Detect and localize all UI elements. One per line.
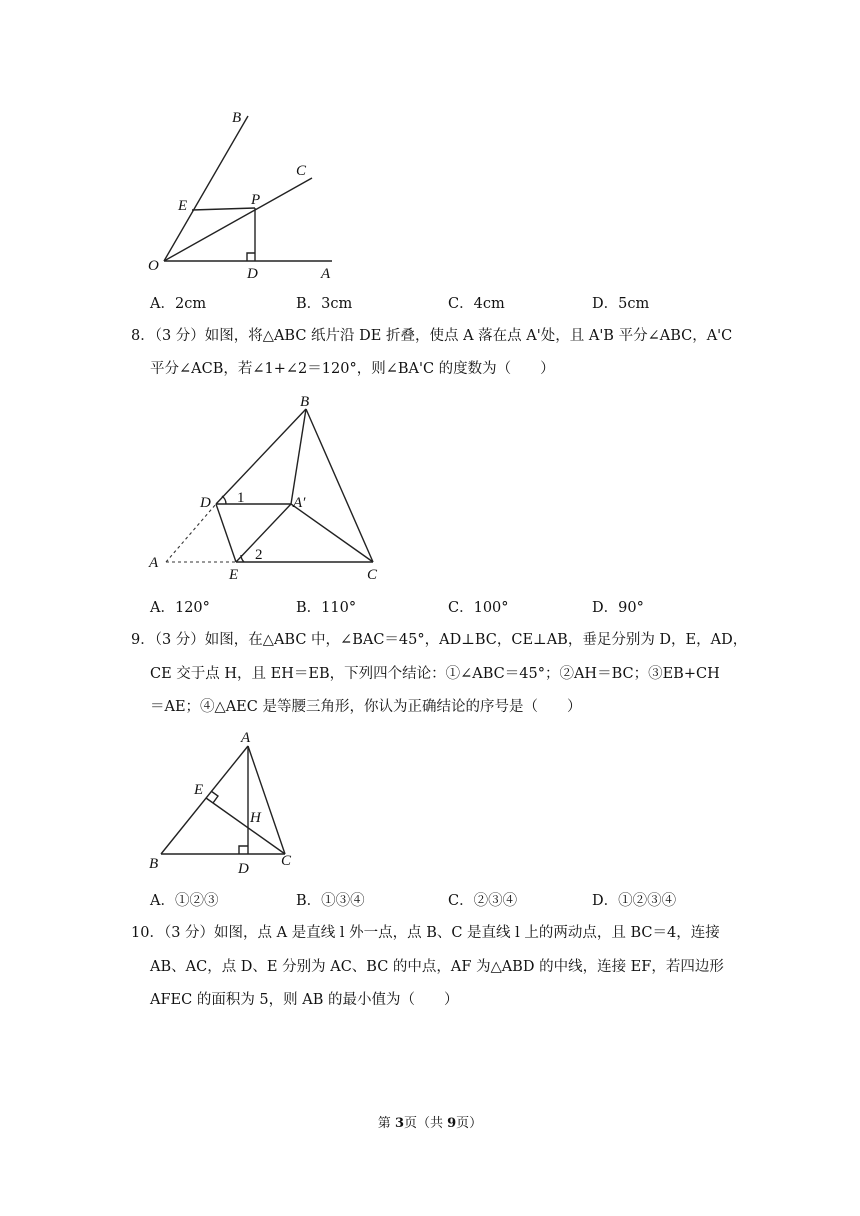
page-footer (0, 1112, 860, 1131)
option-d[interactable]: D．5cm (592, 296, 650, 312)
label-A: A (241, 730, 251, 746)
label-H: H (250, 810, 261, 826)
label-A-prime: A′ (293, 495, 306, 511)
option-a[interactable]: A．①②③ (150, 893, 219, 909)
footer-page-number: 3 (394, 1116, 404, 1131)
option-b[interactable]: B．110° (296, 600, 357, 616)
option-a[interactable]: A．2cm (150, 296, 207, 312)
option-a[interactable]: A．120° (150, 600, 210, 616)
footer-suffix: 页） (456, 1116, 483, 1131)
q9-options (150, 889, 750, 909)
option-c[interactable]: C．100° (448, 600, 509, 616)
label-C: C (296, 163, 307, 179)
footer-prefix: 第 (377, 1116, 395, 1131)
q7-figure (140, 108, 350, 283)
label-C: C (281, 853, 292, 869)
q10-stem-line-2: AB、AC，点 D、E 分别为 AC、BC 的中点，AF 为△ABD 的中线，连接 EF，若四边形 (150, 959, 724, 975)
footer-total-pages: 9 (447, 1116, 457, 1131)
q10-stem-line-3: AFEC 的面积为 5，则 AB 的最小值为（ ） (150, 992, 459, 1008)
label-E: E (229, 567, 239, 583)
q8-stem-line-2: 平分∠ACB，若∠1+∠2＝120°，则∠BA'C 的度数为（ ） (150, 361, 555, 377)
option-d[interactable]: D．①②③④ (592, 893, 677, 909)
q8-figure (145, 392, 395, 582)
option-b[interactable]: B．①③④ (296, 893, 365, 909)
option-c[interactable]: C．②③④ (448, 893, 518, 909)
label-D: D (200, 495, 211, 511)
option-b[interactable]: B．3cm (296, 296, 353, 312)
label-B: B (300, 394, 310, 410)
label-D: D (247, 266, 258, 282)
label-B: B (232, 110, 242, 126)
q9-stem-line-1: 9．（3 分）如图，在△ABC 中，∠BAC＝45°，AD⊥BC，CE⊥AB，垂足分别为 D，E，AD， (131, 632, 748, 648)
option-c[interactable]: C．4cm (448, 296, 505, 312)
label-A: A (321, 266, 331, 282)
label-angle-1: 1 (237, 490, 245, 506)
label-angle-2: 2 (255, 547, 263, 563)
label-A: A (149, 555, 159, 571)
label-D: D (238, 861, 249, 877)
q8-options (150, 596, 750, 616)
option-d[interactable]: D．90° (592, 600, 644, 616)
q8-stem-line-1: 8．（3 分）如图，将△ABC 纸片沿 DE 折叠，使点 A 落在点 A'处，且 A'B 平分∠ABC，A'C (131, 328, 733, 344)
q10-stem-line-1: 10．（3 分）如图，点 A 是直线 l 外一点，点 B、C 是直线 l 上的两动点，且 BC＝4，连接 (131, 925, 720, 941)
q9-stem-line-2: CE 交于点 H，且 EH＝EB，下列四个结论：①∠ABC＝45°；②AH＝BC；③EB+CH (150, 666, 720, 682)
label-O: O (148, 258, 159, 274)
q7-options (150, 292, 750, 312)
label-C: C (367, 567, 378, 583)
q9-stem-line-3: ＝AE；④△AEC 是等腰三角形，你认为正确结论的序号是（ ） (150, 699, 582, 715)
label-P: P (251, 192, 261, 208)
footer-middle: 页（共 (403, 1116, 448, 1131)
label-B: B (149, 856, 159, 872)
q9-figure (140, 728, 310, 878)
label-E: E (178, 198, 188, 214)
label-E: E (194, 782, 204, 798)
